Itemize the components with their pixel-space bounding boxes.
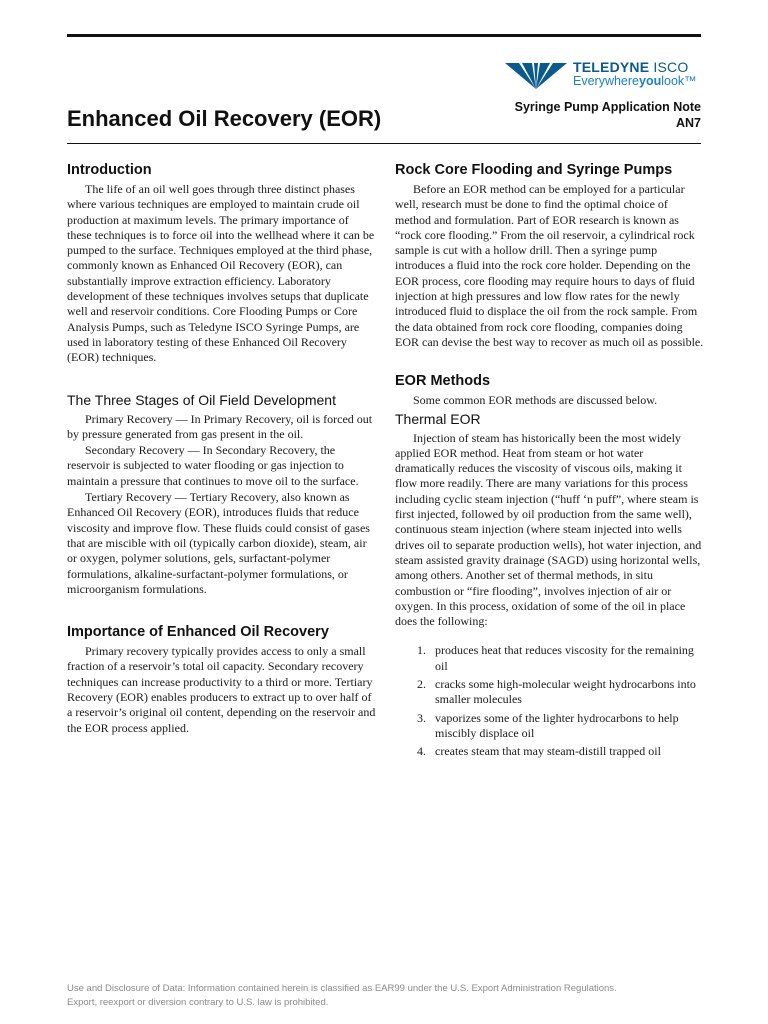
introduction-heading: Introduction [67, 162, 152, 178]
list-number: 1. [417, 643, 426, 658]
list-item [395, 711, 704, 742]
right-column [395, 160, 704, 763]
list-item [395, 744, 704, 759]
three-stages-heading: The Three Stages of Oil Field Development [67, 391, 336, 408]
top-rule [67, 34, 701, 37]
list-item-text: creates steam that may steam-distill trapped oil [435, 744, 661, 759]
primary-recovery-paragraph: Primary Recovery — In Primary Recovery, oil is forced out by pressure generated from gas present in the oil. [67, 411, 373, 441]
brand-name-text: TELEDYNE [573, 59, 650, 75]
spacer [67, 367, 376, 391]
app-note-number: AN7 [675, 116, 701, 130]
thermal-eor-paragraph: Injection of steam has historically been the most widely applied EOR method. Heat from steam or hot water dramatically reduces the viscosity of viscous oils, making it flow more readily. There are many variations for this process including cyclic steam injection (“huff ‘n puff”, where steam is first injected, followed by oil production from the same well), continuous steam injection (where steam injected into wells drives oil to separate production wells), hot water injection, and steam assisted gravity drainage (SAGD) using horizontal wells, among others. Another set of thermal methods, in situ combustion or “fire flooding”, involves injection of air or oxygen. In this process, oxidation of some of the oil in place does the following: [395, 430, 702, 629]
teledyne-wing-icon [505, 59, 567, 89]
document-title: Enhanced Oil Recovery (EOR) [67, 106, 382, 131]
export-disclaimer [67, 982, 707, 1010]
importance-paragraph: Primary recovery typically provides access to only a small fraction of a reservoir’s total oil capacity. Secondary recovery techniques can increase productivity to a third or more. Tertiary Recovery (EOR) enables producers to extract up to over half of a reservoir’s original oil content, depending on the reservoir and the EOR process applied. [67, 644, 376, 735]
brand-suffix: ISCO [653, 59, 689, 75]
oxidation-effects-list [395, 643, 704, 759]
brand-tagline [573, 74, 697, 88]
tagline-part-b: you [639, 74, 662, 88]
list-number: 2. [417, 677, 426, 692]
brand-name [573, 59, 688, 75]
list-item-text: vaporizes some of the lighter hydrocarbons to help miscibly displace oil [435, 710, 679, 740]
app-note-line-1: Syringe Pump Application Note [514, 100, 701, 114]
tagline-tm: ™ [684, 74, 697, 88]
introduction-paragraph: The life of an oil well goes through three distinct phases where various techniques are employed to maintain crude oil production at maximum levels. The primary importance of these techniques is to force oil into the wellhead where it can be pumped to the surface. Techniques employed at the third phase, commonly known as Enhanced Oil Recovery (EOR), can substantially improve extraction efficiency. Laboratory development of these techniques involves setups that duplicate well and reservoir conditions. Core Flooding Pumps or Core Analysis Pumps, such as Teledyne ISCO Syringe Pumps, are used in laboratory testing of these Enhanced Oil Recovery (EOR) techniques. [67, 182, 375, 365]
importance-heading: Importance of Enhanced Oil Recovery [67, 624, 329, 641]
tagline-part-a: Everywhere [573, 74, 639, 88]
list-item [395, 643, 704, 674]
rock-core-flooding-heading: Rock Core Flooding and Syringe Pumps [395, 162, 673, 178]
disclaimer-line-2: Export, reexport or diversion contrary to U.S. law is prohibited. [67, 997, 329, 1008]
application-note-label [515, 99, 701, 131]
list-item-text: cracks some high-molecular weight hydrocarbons into smaller molecules [435, 677, 696, 707]
header-divider [67, 143, 701, 144]
list-item-text: produces heat that reduces viscosity for the remaining oil [435, 643, 694, 673]
list-number: 3. [417, 710, 426, 725]
list-number: 4. [417, 744, 426, 759]
left-column [67, 160, 376, 737]
disclaimer-line-1: Use and Disclosure of Data: Information contained herein is classified as EAR99 under the U.S. Export Administration Regulations. [67, 983, 617, 994]
eor-methods-paragraph: Some common EOR methods are discussed below. [413, 393, 658, 408]
tertiary-recovery-paragraph: Tertiary Recovery — Tertiary Recovery, also known as Enhanced Oil Recovery (EOR), introduces fluids that reduce viscosity and improve flow. These fluids could consist of gases that are miscible with oil (typically carbon dioxide), steam, air or oxygen, polymer solutions, gels, surfactant-polymer formulations, alkaline-surfactant-polymer formulations, or microorganism formulations. [67, 490, 370, 596]
spacer [67, 598, 376, 622]
thermal-eor-heading: Thermal EOR [395, 410, 481, 427]
eor-methods-heading: EOR Methods [395, 373, 491, 390]
rock-core-flooding-paragraph: Before an EOR method can be employed for a particular well, research must be done to find the optimal choice of method and formulation. Part of EOR research is known as “rock core flooding.” From the oil reservoir, a cylindrical rock sample is cut with a hollow drill. Then a syringe pump introduces a fluid into the rock core holder. Depending on the EOR process, core flooding may require hours to days of fluid injection at high pressures and low flow rates for the newly introduced fluid to displace the oil from the rock sample. From the data obtained from rock core flooding, companies doing EOR can devise the best way to recover as much oil as possible. [395, 182, 704, 349]
teledyne-isco-logo [505, 57, 705, 97]
list-item [395, 677, 704, 708]
tagline-part-c: look [661, 74, 685, 88]
secondary-recovery-paragraph: Secondary Recovery — In Secondary Recovery, the reservoir is subjected to water flooding or gas injection to maintain a pressure that continues to move oil to the surface. [67, 443, 359, 488]
spacer [395, 351, 704, 371]
